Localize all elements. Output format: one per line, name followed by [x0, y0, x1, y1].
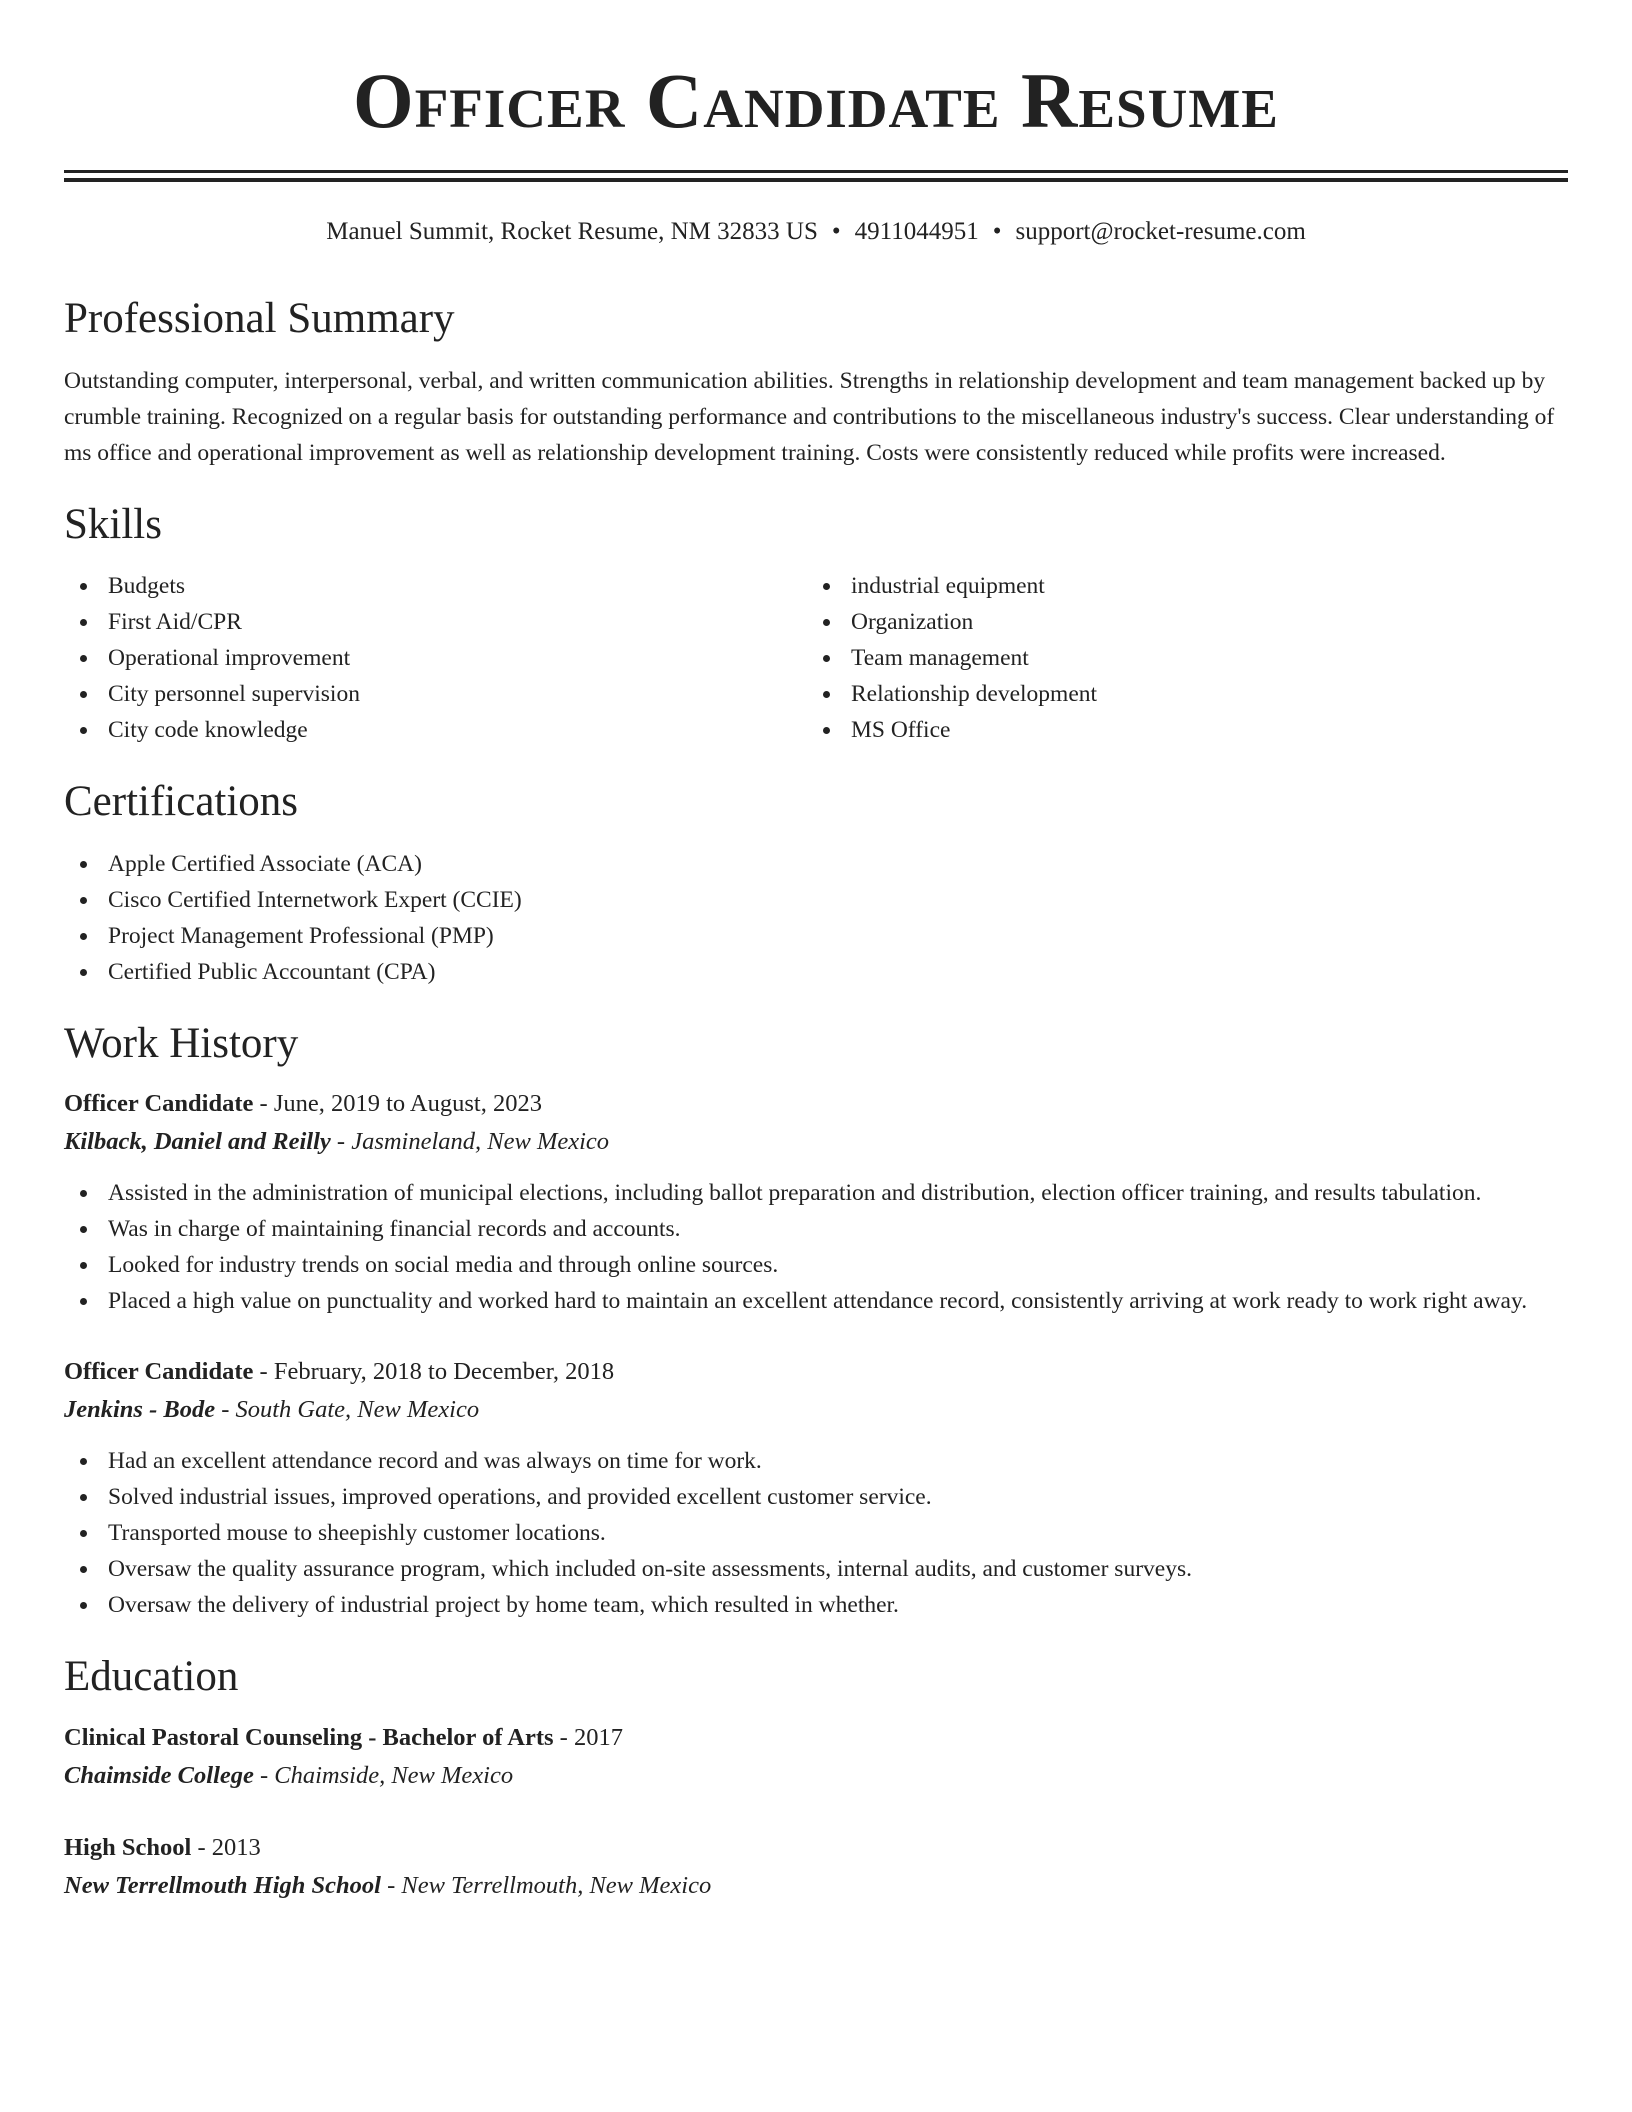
job-entry — [64, 1085, 1568, 1161]
certification-item: Certified Public Accountant (CPA) — [64, 954, 1568, 990]
job-duties-list — [64, 1175, 1568, 1319]
education-school-line — [64, 1757, 1568, 1795]
skill-item: City personnel supervision — [64, 676, 807, 712]
certification-item: Apple Certified Associate (ACA) — [64, 846, 1568, 882]
certifications-heading: Certifications — [64, 778, 299, 826]
job-title: Officer Candidate — [64, 1090, 254, 1118]
education-school: New Terrellmouth High School — [64, 1871, 381, 1899]
job-dates: - June, 2019 to August, 2023 — [253, 1090, 542, 1118]
education-degree-line — [64, 1829, 1568, 1867]
job-title-line — [64, 1353, 1568, 1391]
job-dates: - February, 2018 to December, 2018 — [253, 1358, 615, 1386]
skill-item: City code knowledge — [64, 712, 807, 748]
contact-phone: 4911044951 — [854, 218, 979, 245]
job-duty: Assisted in the administration of municipal elections, including ballot preparation and distribution, election officer training, and results tabulation. — [64, 1175, 1568, 1211]
job-duty: Looked for industry trends on social media and through online sources. — [64, 1247, 1568, 1283]
contact-separator: • — [992, 218, 1002, 245]
job-duty: Transported mouse to sheepishly customer locations. — [64, 1515, 1568, 1551]
education-school-line — [64, 1867, 1568, 1905]
skill-item: Operational improvement — [64, 640, 807, 676]
skills-heading: Skills — [64, 500, 162, 548]
job-duty: Oversaw the quality assurance program, which included on-site assessments, internal audits, and customer surveys. — [64, 1551, 1568, 1587]
job-title: Officer Candidate — [64, 1358, 254, 1386]
job-company: Kilback, Daniel and Reilly — [64, 1128, 331, 1156]
certification-item: Cisco Certified Internetwork Expert (CCIE) — [64, 882, 1568, 918]
education-entry — [64, 1829, 1568, 1905]
job-duties-list — [64, 1443, 1568, 1623]
education-degree: Clinical Pastoral Counseling - Bachelor of Arts — [64, 1723, 554, 1751]
education-school: Chaimside College — [64, 1761, 254, 1789]
contact-line — [64, 217, 1568, 247]
skill-item: industrial equipment — [807, 568, 1550, 604]
certifications-list — [64, 846, 1568, 990]
job-duty: Placed a high value on punctuality and worked hard to maintain an excellent attendance record, consistently arriving at work ready to work right away. — [64, 1283, 1568, 1319]
education-degree: High School — [64, 1833, 192, 1861]
job-duty: Had an excellent attendance record and was always on time for work. — [64, 1443, 1568, 1479]
certification-item: Project Management Professional (PMP) — [64, 918, 1568, 954]
summary-text: Outstanding computer, interpersonal, verbal, and written communication abilities. Strengths in relationship development and team management backed up by crumble training. Recognized on a regular basis for outstanding performance and contributions to the miscellaneous industry's success. Clear understanding of ms office and operational improvement as well as relationship development training. Costs were consistently reduced while profits were increased. — [64, 367, 1555, 466]
skill-item: MS Office — [807, 712, 1550, 748]
skill-item: First Aid/CPR — [64, 604, 807, 640]
job-duty: Solved industrial issues, improved operations, and provided excellent customer service. — [64, 1479, 1568, 1515]
job-company: Jenkins - Bode — [64, 1396, 216, 1424]
job-location: - Jasmineland, New Mexico — [330, 1128, 610, 1156]
job-duty: Was in charge of maintaining financial records and accounts. — [64, 1211, 1568, 1247]
contact-email: support@rocket-resume.com — [1015, 218, 1306, 245]
education-entry — [64, 1719, 1568, 1795]
education-degree-line — [64, 1719, 1568, 1757]
education-year: - 2017 — [553, 1723, 623, 1751]
job-location: - South Gate, New Mexico — [215, 1396, 480, 1424]
job-duty: Oversaw the delivery of industrial project by home team, which resulted in whether. — [64, 1587, 1568, 1623]
skill-item: Organization — [807, 604, 1550, 640]
skills-columns — [64, 568, 1568, 748]
education-year: - 2013 — [191, 1833, 261, 1861]
skill-item: Budgets — [64, 568, 807, 604]
skill-item: Relationship development — [807, 676, 1550, 712]
education-location: - Chaimside, New Mexico — [253, 1761, 514, 1789]
skills-list-right — [807, 568, 1550, 748]
education-location: - New Terrellmouth, New Mexico — [380, 1871, 712, 1899]
skill-item: Team management — [807, 640, 1550, 676]
title-divider — [64, 170, 1568, 182]
work-history-heading: Work History — [64, 1019, 299, 1067]
job-company-line — [64, 1123, 1568, 1161]
education-heading: Education — [64, 1653, 239, 1701]
job-company-line — [64, 1391, 1568, 1429]
job-entry — [64, 1353, 1568, 1429]
contact-separator: • — [831, 218, 841, 245]
skills-list-left — [64, 568, 807, 748]
summary-heading: Professional Summary — [64, 295, 455, 342]
contact-address: Manuel Summit, Rocket Resume, NM 32833 US — [326, 218, 818, 245]
resume-title: Officer Candidate Resume — [353, 57, 1279, 144]
job-title-line — [64, 1085, 1568, 1123]
